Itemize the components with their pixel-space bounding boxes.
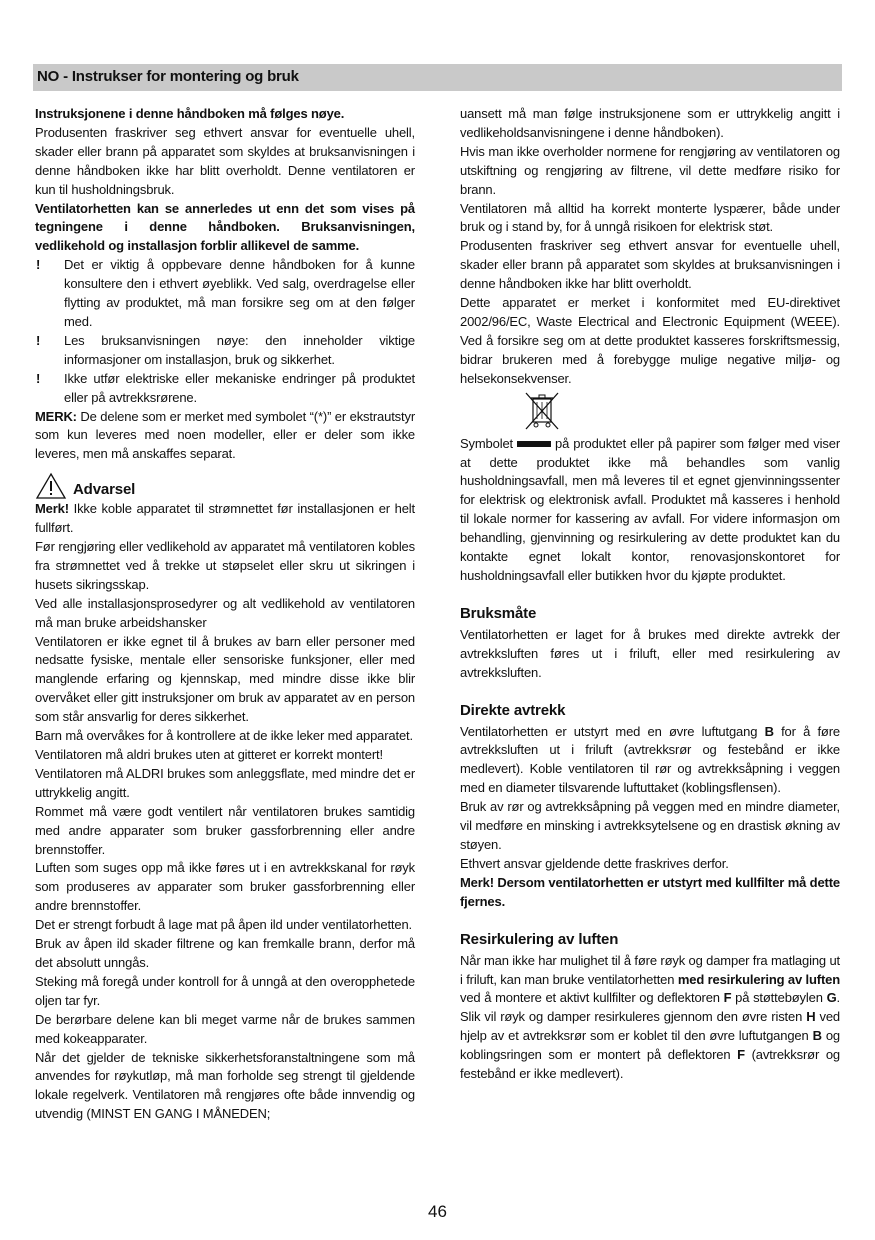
warning-paragraph: Bruk av åpen ild skader filtrene og kan fremkalle brann, derfor må det absolutt unngås. xyxy=(35,936,415,970)
intro-text: Produsenten fraskriver seg ethvert ansvar for eventuelle uhell, skader eller brann på apparatet som skyldes at bruksanvisningen i denne håndboken ikke har blitt overholdt. Denne ventilatoren er kun til husholdningsbruk. xyxy=(35,124,415,197)
section-header-bar xyxy=(33,64,842,91)
black-bar-symbol-icon xyxy=(517,441,551,447)
weee-symbol-paragraph: Symbolet på produktet eller på papirer som følger med viser at dette produktet ikke må behandles som vanlig husholdningsavfall, men må leveres til et egnet gjenvinningssenter for elektrisk og elektronisk avfall. Produktet må kasseres i henhold til lokale normer for kassering av avfall. For videre informasjon om behandling, gjenvinning og resirkulering av dette produktet kan du kontakte egnet lokalt kontor, renovasjonskontoret for husholdningsavfall eller butikken hvor du kjøpte produktet. xyxy=(460,435,840,583)
maintenance-paragraph: Ventilatoren må alltid ha korrekt monterte lyspærer, både under bruk og i stand by, for å unngå risikoen for elektrisk støt. xyxy=(460,200,840,235)
direct-exhaust-text: Bruk av rør og avtrekksåpning på veggen med en mindre diameter, vil medføre en minsking i avtrekksytelsene og en drastisk økning av støyen. xyxy=(460,799,840,852)
safety-bullet-list xyxy=(35,256,415,407)
warning-paragraph: Før rengjøring eller vedlikehold av apparatet må ventilatoren kobles fra strømnettet ved å trekke ut støpselet eller skru ut sikringen i husets sikringsskap. xyxy=(35,539,415,592)
warning-paragraph: De berørbare delene kan bli meget varme når de brukes sammen med kokeapparater. xyxy=(35,1011,415,1046)
warning-heading xyxy=(35,472,415,500)
recirculation-title: Resirkulering av luften xyxy=(460,930,619,948)
warning-paragraph: Barn må overvåkes for å kontrollere at de ikke leker med apparatet. xyxy=(35,728,413,744)
exclamation-icon: ! xyxy=(36,332,41,348)
page-number: 46 xyxy=(428,1202,447,1221)
recirculation-text: Når man ikke har mulighet til å føre røyk og damper fra matlaging ut i friluft, kan man bruke ventilatorhetten med resirkulering av luften ved å montere et aktivt kullfilter og deflektoren F på støttebøylen G. Slik vil røyk og damper resirkuleres gjennom den øvre risten H ved hjelp av et avtrekksrør som er koblet til den øvre luftutgangen B og koblingsringen som er montert på deflektoren F (avtrekksrør og festebånd er ikke medlevert). xyxy=(460,952,840,1082)
weee-paragraph: Dette apparatet er merket i konformitet med EU-direktivet 2002/96/EC, Waste Electrical and Electronic Equipment (WEEE). Ved å forsikre seg om at dette produktet kasseres forskriftsmessig, bidrar brukeren med å forebygge mulige negative miljø- og helsekonsekvenser. xyxy=(460,295,840,386)
warning-title: Advarsel xyxy=(73,480,136,498)
design-note: Ventilatorhetten kan se annerledes ut enn det som vises på tegningene i denne håndboken. Bruksanvisningen, vedlikehold og installasjon forblir allikevel de samme. xyxy=(35,200,415,254)
direct-exhaust-text: Ethvert ansvar gjeldende dette fraskrives derfor. xyxy=(460,855,729,871)
warning-paragraph: Ventilatoren må aldri brukes uten at gitteret er korrekt montert! xyxy=(35,747,383,762)
warning-first: Merk! Ikke koble apparatet til strømnettet før installasjonen er helt fullført. xyxy=(35,501,415,536)
bullet-item: ! Ikke utfør elektriske eller mekaniske endringer på produktet eller på avtrekksrørene. xyxy=(36,370,415,405)
usage-text: Ventilatorhetten er laget for å brukes med direkte avtrekk der avtrekksluften føres ut i friluft, eller med resirkulering av avtrekksluften. xyxy=(460,626,840,680)
maintenance-paragraph: uansett må man følge instruksjonene som er uttrykkelig angitt i vedlikeholdsanvisningene i denne håndboken). xyxy=(460,106,840,140)
warning-paragraph: Ventilatoren må ALDRI brukes som anleggsflate, med mindre det er uttrykkelig angitt. xyxy=(35,765,415,800)
right-column xyxy=(460,105,840,1084)
optional-parts-note: MERK: De delene som er merket med symbolet “(*)” er ekstrautstyr som kun leveres med noen modeller, eller er deler som ikke leveres, men må anskaffes separat. xyxy=(35,408,415,462)
exclamation-icon: ! xyxy=(36,370,41,386)
warning-paragraph: Når det gjelder de tekniske sikkerhetsforanstaltningene som må anvendes for røykutløp, må man forholde seg strengt til gjeldende lokale regelverk. Ventilatoren må rengjøres ofte både innvendig og utvendig (MINST EN GANG I MÅNEDEN; xyxy=(35,1049,415,1122)
warning-paragraph: Ventilatoren er ikke egnet til å brukes av barn eller personer med nedsatte fysiske, mentale eller sensoriske funksjoner, eller med manglende erfaring og kjennskap, med mindre disse ikke blir overvåket eller gitt instruksjoner om bruk av apparatet av en person som står ansvarlig for deres sikkerhet. xyxy=(35,633,415,725)
left-column xyxy=(35,105,415,1124)
exclamation-icon: ! xyxy=(36,257,41,273)
direct-exhaust-title: Direkte avtrekk xyxy=(460,701,566,719)
intro-bold: Instruksjonene i denne håndboken må følges nøye. xyxy=(35,106,345,121)
maintenance-paragraph: Hvis man ikke overholder normene for rengjøring av ventilatoren og utskiftning og rengjøring av filtrene, vil dette medføre risiko for brann. xyxy=(460,143,840,197)
page-title: NO - Instrukser for montering og bruk xyxy=(37,68,299,85)
warning-paragraph: Rommet må være godt ventilert når ventilatoren brukes samtidig med andre apparater som bruker gassforbrenning eller andre brennstoffer. xyxy=(35,803,415,857)
direct-exhaust-text: Ventilatorhetten er utstyrt med en øvre luftutgang B for å føre avtrekksluften ut i friluft (avtrekksrør og festebånd er ikke medlevert). Koble ventilatoren til rør og avtrekksåpning i veggen med en diameter tilsvarende luftuttaket (koblingsflensen). xyxy=(460,723,840,796)
crossed-bin-icon xyxy=(522,389,562,433)
weee-symbol-block xyxy=(460,389,840,435)
warning-triangle-icon xyxy=(35,472,67,500)
carbon-filter-note: Merk! Dersom ventilatorhetten er utstyrt med kullfilter må dette fjernes. xyxy=(460,874,840,909)
usage-title: Bruksmåte xyxy=(460,604,537,622)
bullet-item: ! Les bruksanvisningen nøye: den inneholder viktige informasjoner om installasjon, bruk og sikkerhet. xyxy=(36,332,415,367)
warning-paragraph: Steking må foregå under kontroll for å unngå at den overopphetede oljen tar fyr. xyxy=(35,973,415,1008)
warning-paragraph: Luften som suges opp må ikke føres ut i en avtrekkskanal for røyk som produseres av apparater som bruker gassforbrenning eller andre brennstoffer. xyxy=(35,860,415,914)
warning-paragraph: Det er strengt forbudt å lage mat på åpen ild under ventilatorhetten. xyxy=(35,917,413,933)
warning-paragraph: Ved alle installasjonsprosedyrer og alt vedlikehold av ventilatoren må man bruke arbeidshansker xyxy=(35,595,415,630)
bullet-item: ! Det er viktig å oppbevare denne håndboken for å kunne konsultere den i ethvert øyeblikk. Ved salg, overdragelse eller flytting av produktet, må man forsikre seg om at den følger med. xyxy=(36,257,415,329)
maintenance-paragraph: Produsenten fraskriver seg ethvert ansvar for eventuelle uhell, skader eller brann på apparatet som skyldes at bruksanvisningen i denne håndboken ikke har blitt overholdt. xyxy=(460,238,840,292)
